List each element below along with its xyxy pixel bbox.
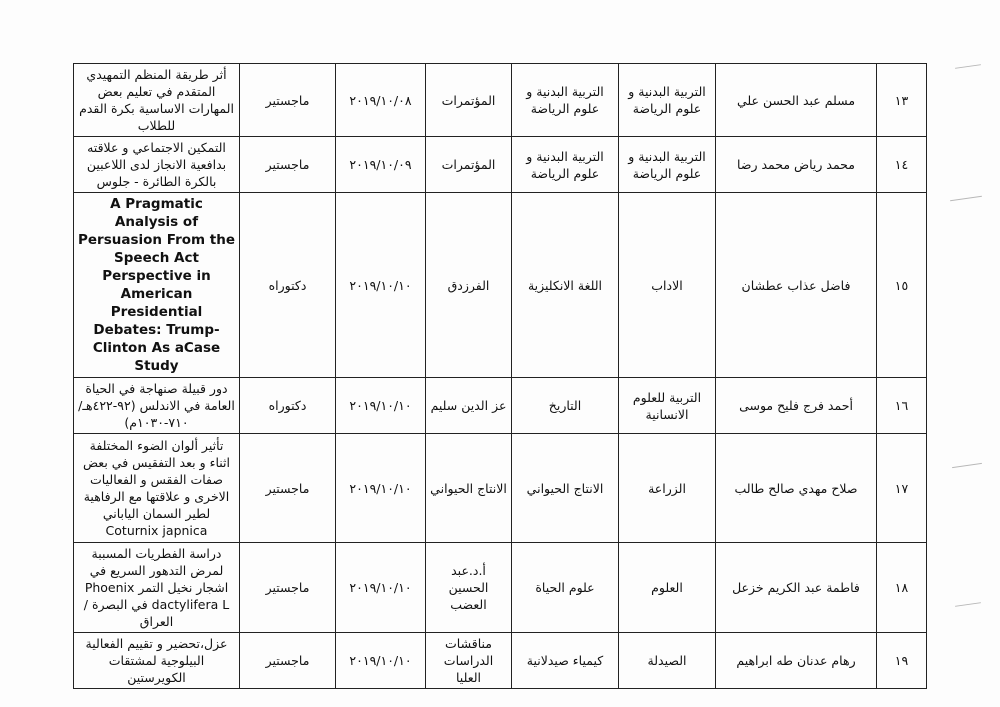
venue: الانتاج الحيواني (426, 434, 512, 543)
date: ٢٠١٩/١٠/٠٨ (336, 64, 426, 137)
date: ٢٠١٩/١٠/١٠ (336, 193, 426, 378)
college: العلوم (619, 543, 716, 633)
scan-mark (952, 463, 982, 468)
table-row (74, 193, 927, 378)
student-name: رهام عدنان طه ابراهيم (716, 633, 877, 689)
venue: مناقشات الدراسات العليا (426, 633, 512, 689)
venue: المؤتمرات (426, 137, 512, 193)
date: ٢٠١٩/١٠/١٠ (336, 378, 426, 434)
table-row (74, 434, 927, 543)
venue: أ.د.عبد الحسين العضب (426, 543, 512, 633)
table-row (74, 64, 927, 137)
date: ٢٠١٩/١٠/١٠ (336, 633, 426, 689)
row-number: ١٨ (877, 543, 927, 633)
department: الانتاج الحيواني (512, 434, 619, 543)
date: ٢٠١٩/١٠/٠٩ (336, 137, 426, 193)
venue: عز الدين سليم (426, 378, 512, 434)
student-name: مسلم عبد الحسن علي (716, 64, 877, 137)
venue: المؤتمرات (426, 64, 512, 137)
student-name: صلاح مهدي صالح طالب (716, 434, 877, 543)
row-number: ١٩ (877, 633, 927, 689)
row-number: ١٧ (877, 434, 927, 543)
scan-mark (955, 602, 981, 607)
department: التربية البدنية و علوم الرياضة (512, 64, 619, 137)
college: التربية للعلوم الانسانية (619, 378, 716, 434)
college: الصيدلة (619, 633, 716, 689)
row-number: ١٥ (877, 193, 927, 378)
degree: ماجستير (240, 64, 336, 137)
department: التربية البدنية و علوم الرياضة (512, 137, 619, 193)
row-number: ١٦ (877, 378, 927, 434)
department: علوم الحياة (512, 543, 619, 633)
records-table (73, 63, 927, 689)
venue: الفرزدق (426, 193, 512, 378)
college: الاداب (619, 193, 716, 378)
college: الزراعة (619, 434, 716, 543)
degree: دكتوراه (240, 378, 336, 434)
college: التربية البدنية و علوم الرياضة (619, 64, 716, 137)
date: ٢٠١٩/١٠/١٠ (336, 543, 426, 633)
department: كيمياء صيدلانية (512, 633, 619, 689)
scan-mark (955, 64, 981, 69)
department: التاريخ (512, 378, 619, 434)
thesis-title: دراسة الفطريات المسببة لمرض التدهور السريع في اشجار نخيل التمر Phoenix dactylifera L في البصرة / العراق (74, 543, 240, 633)
table-row (74, 378, 927, 434)
scan-mark (950, 196, 982, 201)
table-row (74, 633, 927, 689)
thesis-title: دور قبيلة صنهاجة في الحياة العامة في الاندلس (٩٢-٤٢٢هـ/٧١٠-١٠٣٠م) (74, 378, 240, 434)
row-number: ١٤ (877, 137, 927, 193)
thesis-title: تأثير ألوان الضوء المختلفة اثناء و بعد التفقيس في بعض صفات الفقس و الفعاليات الاخرى و علاقتها مع الرفاهية لطير السمان الياباني Coturnix japnica (74, 434, 240, 543)
student-name: أحمد فرج فليح موسى (716, 378, 877, 434)
college: التربية البدنية و علوم الرياضة (619, 137, 716, 193)
student-name: فاطمة عبد الكريم خزعل (716, 543, 877, 633)
thesis-title: أثر طريقة المنظم التمهيدي المتقدم في تعليم بعض المهارات الاساسية بكرة القدم للطلاب (74, 64, 240, 137)
row-number: ١٣ (877, 64, 927, 137)
table-row (74, 543, 927, 633)
date: ٢٠١٩/١٠/١٠ (336, 434, 426, 543)
degree: دكتوراه (240, 193, 336, 378)
student-name: محمد رياض محمد رضا (716, 137, 877, 193)
degree: ماجستير (240, 137, 336, 193)
degree: ماجستير (240, 434, 336, 543)
student-name: فاضل عذاب عطشان (716, 193, 877, 378)
thesis-title: عزل،تحضير و تقييم الفعالية البيلوجية لمشتقات الكويرستين (74, 633, 240, 689)
thesis-title: التمكين الاجتماعي و علاقته بدافعية الانجاز لدى اللاعبين بالكرة الطائرة - جلوس (74, 137, 240, 193)
degree: ماجستير (240, 633, 336, 689)
thesis-title: A Pragmatic Analysis of Persuasion From the Speech Act Perspective in American Presidential Debates: Trump-Clinton As aCase Study (74, 193, 240, 378)
degree: ماجستير (240, 543, 336, 633)
department: اللغة الانكليزية (512, 193, 619, 378)
table-row (74, 137, 927, 193)
